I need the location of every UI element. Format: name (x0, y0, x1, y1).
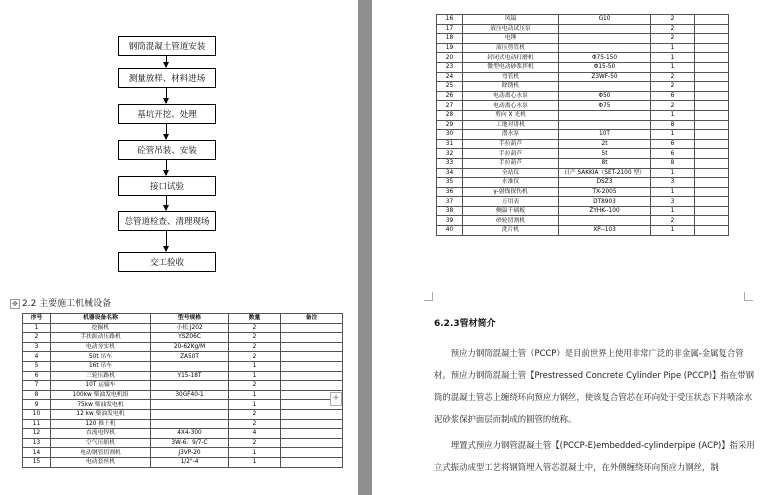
table-cell: 1 (229, 457, 281, 467)
table-cell: 27 (437, 101, 463, 111)
table-cell (695, 24, 729, 34)
table-row (437, 187, 729, 197)
table-cell (695, 120, 729, 130)
table-cell (281, 457, 343, 467)
table-cell: 1 (651, 187, 695, 197)
equipment-section-heading: 2.2 主要施工机械设备 (22, 299, 112, 309)
table-cell: 2 (651, 216, 695, 226)
crop-mark (424, 292, 433, 301)
table-cell: 39 (437, 216, 463, 226)
table-cell (695, 62, 729, 72)
table-cell (151, 409, 229, 419)
table-row (23, 333, 343, 343)
table-cell: 2 (651, 82, 695, 92)
table-row (23, 429, 343, 439)
table-cell: 75kw 柴油发电机 (51, 400, 151, 410)
table-cell (695, 187, 729, 197)
table-cell (281, 381, 343, 391)
header-remark: 备注 (281, 314, 343, 324)
table-cell: 30 (437, 130, 463, 140)
table-cell: 6 (23, 371, 51, 381)
table-cell: 1 (229, 390, 281, 400)
table-cell: 10 (23, 409, 51, 419)
table-cell: 29 (437, 120, 463, 130)
table-row (437, 101, 729, 111)
table-cell: 三轮压路机 (51, 371, 151, 381)
table-cell: 16 (437, 15, 463, 25)
table-cell: 3 (23, 342, 51, 352)
table-cell: 空气压缩机 (51, 438, 151, 448)
table-cell: 潜水泵 (463, 130, 559, 140)
document-page-left (0, 0, 358, 495)
table-row (23, 381, 343, 391)
table-row (437, 24, 729, 34)
table-cell: DT8903 (559, 197, 651, 207)
flow-step: 交工验收 (118, 252, 216, 272)
table-cell: XP--103 (559, 226, 651, 236)
table-cell: 工地对讲机 (463, 120, 559, 130)
table-cell: 风镐 (463, 15, 559, 25)
flow-step: 钢筒混凝土管道安装 (118, 36, 216, 56)
table-cell (281, 323, 343, 333)
table-cell: 2 (229, 409, 281, 419)
table-cell: 侧温千璃板 (463, 206, 559, 216)
table-cell: 1 (651, 130, 695, 140)
table-cell: 25 (437, 82, 463, 92)
table-row (437, 130, 729, 140)
table-cell (151, 361, 229, 371)
table-cell: Z3WF-50 (559, 72, 651, 82)
table-cell: TX-2005 (559, 187, 651, 197)
table-cell: 1 (229, 400, 281, 410)
table-cell (281, 448, 343, 458)
table-cell: 2 (229, 323, 281, 333)
table-cell: J3VP-20 (151, 448, 229, 458)
table-cell: 电动离心水泵 (463, 101, 559, 111)
table-cell: 手拉葫芦 (463, 158, 559, 168)
table-cell: 14 (23, 448, 51, 458)
flow-step: 总管道检查、清理现场 (118, 211, 216, 231)
table-cell: 13 (23, 438, 51, 448)
table-cell (559, 216, 651, 226)
table-cell: 6 (651, 139, 695, 149)
table-cell (695, 101, 729, 111)
table-cell: 1/2"-4 (151, 457, 229, 467)
table-row (437, 43, 729, 53)
table-cell: γ-射线探伤机 (463, 187, 559, 197)
flow-arrow (166, 88, 167, 103)
table-cell: 挖掘机 (51, 323, 151, 333)
table-row (437, 226, 729, 236)
table-cell: 6 (651, 149, 695, 159)
table-cell: 100kw 柴油发电机组 (51, 390, 151, 400)
table-cell: ZYHK--100 (559, 206, 651, 216)
table-cell: 2 (229, 419, 281, 429)
table-cell: 日产 SAKKIA（SET-2100 型） (559, 168, 651, 178)
table-cell: 除锈机 (463, 82, 559, 92)
table-cell: 10T (559, 130, 651, 140)
table-cell: 1 (229, 361, 281, 371)
table-cell: 7 (23, 381, 51, 391)
table-cell: 2 (651, 34, 695, 44)
table-cell: DSZ3 (559, 178, 651, 188)
table-cell (695, 149, 729, 159)
table-cell: 全站仪 (463, 168, 559, 178)
table-row (23, 448, 343, 458)
table-cell: 1 (651, 43, 695, 53)
table-cell (281, 438, 343, 448)
table-cell: 23 (437, 62, 463, 72)
table-cell (281, 419, 343, 429)
table-row (437, 72, 729, 82)
table-cell: 11 (23, 419, 51, 429)
table-row (23, 342, 343, 352)
table-row (23, 371, 343, 381)
table-cell (695, 72, 729, 82)
table-cell: 50t 吊车 (51, 352, 151, 362)
table-cell: 1 (651, 53, 695, 63)
table-cell: 2 (651, 24, 695, 34)
table-cell (695, 216, 729, 226)
table-cell: 6 (651, 91, 695, 101)
equipment-table-part2 (436, 14, 729, 236)
table-cell: 9 (23, 400, 51, 410)
table-cell: 5 (23, 361, 51, 371)
table-row (23, 352, 343, 362)
table-cell: 2 (229, 352, 281, 362)
table-cell: 封闭式电动打磨机 (463, 53, 559, 63)
table-cell (695, 139, 729, 149)
table-cell: 18 (437, 34, 463, 44)
table-cell: 手拉葫芦 (463, 139, 559, 149)
table-cell (281, 352, 343, 362)
table-cell: 1 (651, 226, 695, 236)
table-cell: 1 (229, 371, 281, 381)
header-model: 型号规格 (151, 314, 229, 324)
table-cell: 12 kw 柴油发电机 (51, 409, 151, 419)
table-row (23, 323, 343, 333)
table-cell: 20-62Kg/M (151, 342, 229, 352)
table-cell: 微型电动砂浆拌机 (463, 62, 559, 72)
table-cell: 小松 J202 (151, 323, 229, 333)
table-cell (695, 91, 729, 101)
table-cell (151, 419, 229, 429)
table-cell (695, 110, 729, 120)
table-cell: 20 (437, 53, 463, 63)
table-row (437, 62, 729, 72)
table-cell: 120 推土机 (51, 419, 151, 429)
table-row (437, 15, 729, 25)
table-row (437, 158, 729, 168)
paragraph-pccp-e: 埋置式预应力钢管混凝土管【(PCCP-E)embedded-cylinderpipe (ACP)】指采用立式振动成型工艺将钢筒埋入管芯混凝土中，在外侧缠绕环向预应力钢丝，制 (434, 440, 755, 472)
table-row (437, 168, 729, 178)
table-row (437, 34, 729, 44)
table-cell: 4 (23, 352, 51, 362)
table-cell (695, 197, 729, 207)
table-cell (695, 130, 729, 140)
table-row (437, 149, 729, 159)
table-cell: 2 (651, 72, 695, 82)
table-cell (695, 168, 729, 178)
flow-step: 测量放样、材料进场 (118, 68, 216, 88)
table-cell: 2 (651, 15, 695, 25)
flow-arrow (166, 160, 167, 175)
table-cell (695, 226, 729, 236)
table-cell (559, 24, 651, 34)
table-cell: 电锤 (463, 34, 559, 44)
table-cell: 3 (651, 178, 695, 188)
flow-step: 砼管吊装、安装 (118, 140, 216, 160)
table-cell (559, 120, 651, 130)
table-cell: Y15-18T (151, 371, 229, 381)
header-no: 序号 (23, 314, 51, 324)
table-cell: 19 (437, 43, 463, 53)
table-cell: 2 (229, 438, 281, 448)
table-cell: 2 (229, 342, 281, 352)
table-cell: Φ75 (559, 101, 651, 111)
table-cell: 26 (437, 91, 463, 101)
add-row-button[interactable]: + (330, 392, 342, 406)
table-cell: 弯管机 (463, 72, 559, 82)
table-cell: Φ15-50 (559, 62, 651, 72)
flow-arrow (166, 56, 167, 67)
table-cell: Φ50 (559, 91, 651, 101)
table-cell: 砂轮切割机 (463, 216, 559, 226)
table-cell: 水准仪 (463, 178, 559, 188)
paragraph-pccp: 预应力钢筒混凝土管（PCCP）是目前世界上使用非常广泛的非金属-金属复合管材。预应力钢筒混凝土管【Prestressed Concrete Cylinder Pipe (PCCP)】指在带钢筒的混凝土管芯上缠绕环向预应力钢丝，使该复合管芯在环向处于受压状态下并喷涂水泥砂浆保护面层而制成的圆管的统称。 (434, 348, 754, 424)
table-cell (695, 158, 729, 168)
table-cell: 电动离心水泵 (463, 91, 559, 101)
table-cell (695, 43, 729, 53)
table-cell: ZA50T (151, 352, 229, 362)
table-cell: 3 (651, 197, 695, 207)
table-row (437, 206, 729, 216)
table-cell: 28 (437, 110, 463, 120)
flow-step: 接口试验 (118, 176, 216, 196)
table-cell: 液压电动试压泵 (463, 24, 559, 34)
table-cell (559, 82, 651, 92)
table-cell: 15 (23, 457, 51, 467)
table-cell: 4X4-300 (151, 429, 229, 439)
page-gutter (358, 0, 372, 495)
table-cell: 2 (229, 381, 281, 391)
table-cell: 手拉葫芦 (463, 149, 559, 159)
table-cell: 34 (437, 168, 463, 178)
table-row (23, 438, 343, 448)
flow-step: 基坑开挖、处理 (118, 104, 216, 124)
table-cell (281, 333, 343, 343)
table-row (23, 419, 343, 429)
table-cell: 1 (651, 62, 695, 72)
table-cell (695, 15, 729, 25)
table-cell: 2t (559, 139, 651, 149)
table-move-handle-icon[interactable]: ✥ (10, 299, 20, 309)
header-name: 机器设备名称 (51, 314, 151, 324)
table-row (23, 361, 343, 371)
table-cell: 1 (651, 206, 695, 216)
table-cell: 16t 吊车 (51, 361, 151, 371)
table-row (23, 400, 343, 410)
table-row (437, 91, 729, 101)
table-row (437, 53, 729, 63)
table-cell: 10T 运输车 (51, 381, 151, 391)
table-cell: 1 (23, 323, 51, 333)
table-cell (695, 53, 729, 63)
table-cell (281, 342, 343, 352)
table-cell (281, 371, 343, 381)
table-row (23, 409, 343, 419)
table-cell (559, 34, 651, 44)
table-cell: 万用表 (463, 197, 559, 207)
table-cell: YSZ06C (151, 333, 229, 343)
table-cell: 12 (23, 429, 51, 439)
flow-arrow (166, 196, 167, 210)
table-cell: 35 (437, 178, 463, 188)
table-cell (151, 381, 229, 391)
table-cell: 5t (559, 149, 651, 159)
table-row (437, 178, 729, 188)
table-cell: 1 (651, 110, 695, 120)
table-cell: 电动夯实机 (51, 342, 151, 352)
table-cell: 洗片机 (463, 226, 559, 236)
table-cell: 3W-6．9/7-C (151, 438, 229, 448)
table-row (437, 139, 729, 149)
table-cell: 38 (437, 206, 463, 216)
table-cell: 2 (229, 333, 281, 343)
table-header-row (23, 314, 343, 324)
table-cell: Φ75-150 (559, 53, 651, 63)
flow-arrow (166, 231, 167, 251)
table-cell: 4 (229, 429, 281, 439)
table-cell (281, 361, 343, 371)
table-cell: 17 (437, 24, 463, 34)
table-cell: 40 (437, 226, 463, 236)
table-cell: 8t (559, 158, 651, 168)
table-cell: 36 (437, 187, 463, 197)
table-cell (695, 178, 729, 188)
table-cell (281, 409, 343, 419)
header-qty: 数量 (229, 314, 281, 324)
table-cell: 直流电焊机 (51, 429, 151, 439)
table-cell: 手扶振动压路机 (51, 333, 151, 343)
table-row (437, 120, 729, 130)
table-cell (695, 206, 729, 216)
table-cell (695, 34, 729, 44)
table-cell: 1 (651, 168, 695, 178)
table-cell: 液压剪管机 (463, 43, 559, 53)
table-cell: 2 (651, 101, 695, 111)
document-page-right (372, 0, 760, 495)
table-cell: 33 (437, 158, 463, 168)
table-cell: 8 (651, 120, 695, 130)
table-cell: 1 (229, 448, 281, 458)
table-cell: G10 (559, 15, 651, 25)
table-row (23, 390, 343, 400)
equipment-table-part1 (22, 313, 343, 468)
table-cell (559, 110, 651, 120)
table-cell (151, 400, 229, 410)
table-cell: 24 (437, 72, 463, 82)
table-row (437, 197, 729, 207)
table-cell (695, 82, 729, 92)
table-cell: 2 (23, 333, 51, 343)
table-row (437, 110, 729, 120)
table-cell: 8 (651, 158, 695, 168)
crop-mark (744, 292, 753, 301)
table-cell: 剪向 X 光机 (463, 110, 559, 120)
table-cell (559, 43, 651, 53)
table-row (437, 82, 729, 92)
table-cell (281, 429, 343, 439)
table-cell: 8 (23, 390, 51, 400)
table-cell: 30GF40-1 (151, 390, 229, 400)
table-cell: 37 (437, 197, 463, 207)
pipe-intro-heading: 6.2.3管材简介 (434, 319, 496, 329)
flow-arrow (166, 124, 167, 139)
table-cell: 32 (437, 149, 463, 159)
table-row (437, 216, 729, 226)
table-cell: 电动钢管切割机 (51, 448, 151, 458)
table-cell: 31 (437, 139, 463, 149)
table-cell: 电动套丝机 (51, 457, 151, 467)
table-row (23, 457, 343, 467)
